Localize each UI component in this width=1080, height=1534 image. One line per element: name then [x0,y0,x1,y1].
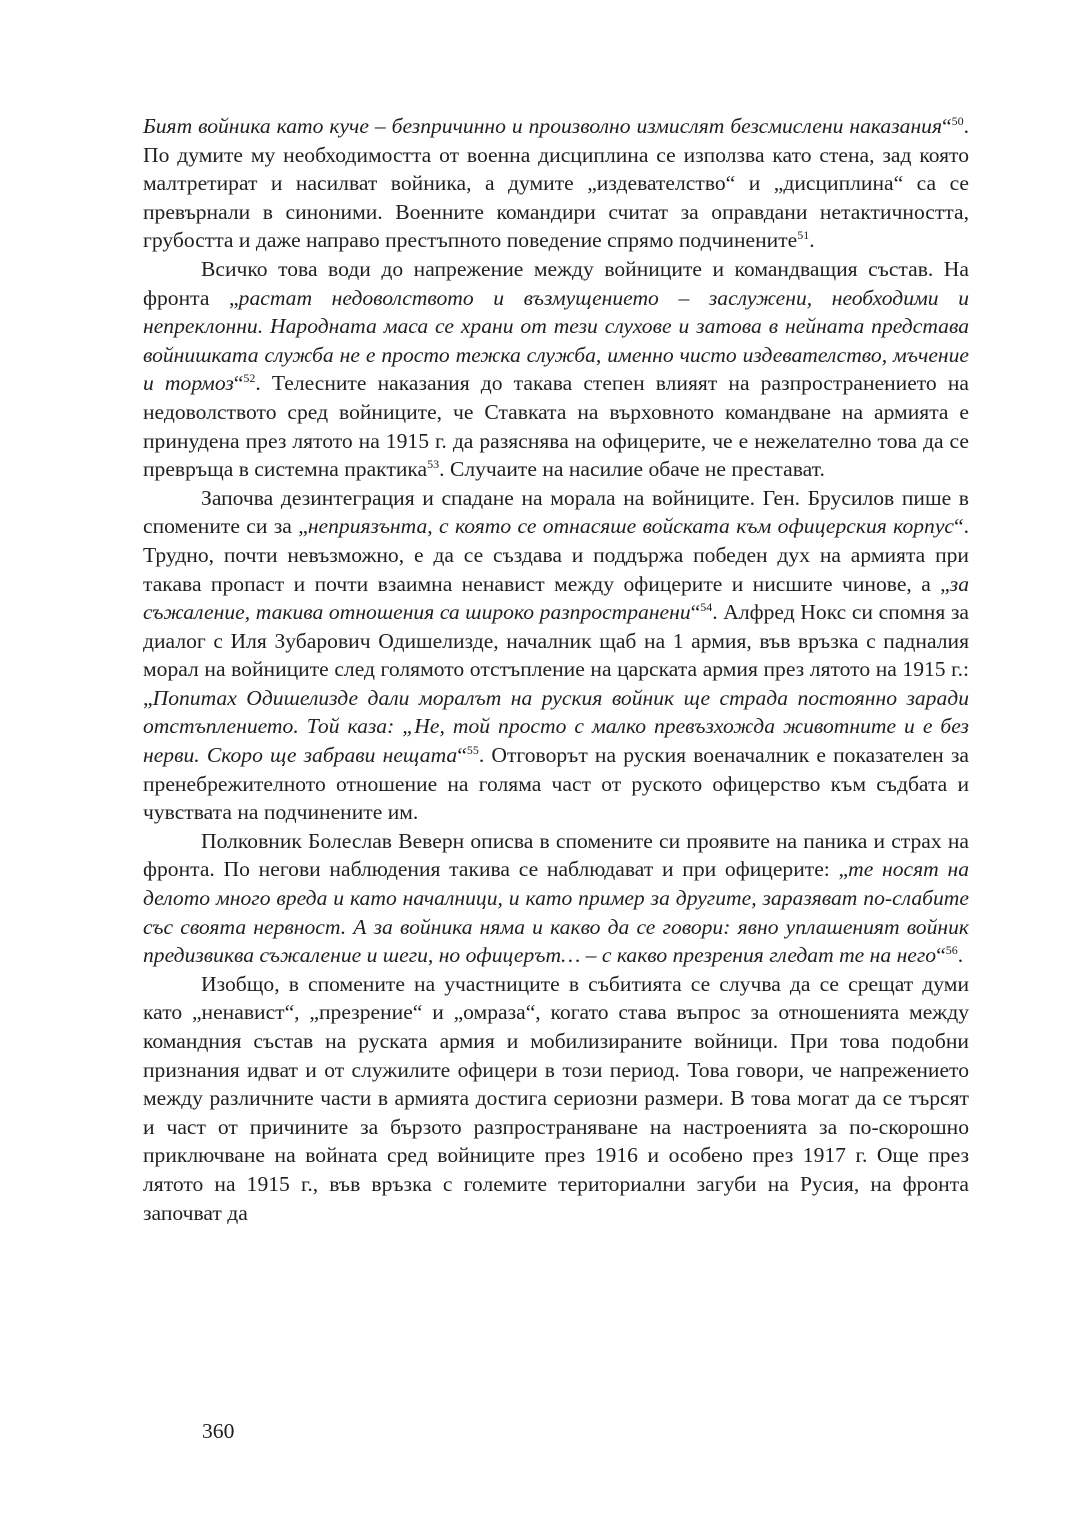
footnote-ref: 50 [951,114,964,128]
text-run: . Случаите на насилие обаче не престават. [439,457,825,482]
text-run: “ [936,943,946,968]
text-run: . Телесните наказания до такава степен влияят на разпространението на недоволството сред войниците, че Ставката на върховното командване на армията е принудена през лятото на 1915 г. да разяснява на офицерите, че е нежелателно това да се превръща в системна практика [143,371,970,482]
quote-italic: растат недоволството и възмущението – заслужени, необходими и непреклонни. Народната маса се храни от тези слухове и затова в нейната представа войнишката служба не е просто тежка служба, именно чисто издевателство, мъчение и тормоз [143,285,969,396]
page-number: 360 [202,1419,235,1443]
quote-italic: те носят на делото много вреда и като началници, и като пример за другите, заразяват по-слабите със своята нервност. А за войника няма и какво да се говори: явно уплашеният войник предизвиква съжаление и шеги, но офицерът… – с какво презрения гледат те на него [143,857,969,968]
paragraph [143,484,969,827]
paragraph [143,970,969,1227]
footnote-ref: 55 [466,743,479,758]
text-run: “ [942,114,952,138]
text-run: “ [457,743,467,768]
paragraph [143,255,969,484]
quote-italic: Попитах Одишелизде дали моралът на руския войник ще страда постоянно заради отстъплението. Той каза: „Не, той просто с малко превъзхожда животните и е без нерви. Скоро ще забрави нещата [143,685,969,768]
text-run: Полковник Болеслав Веверн описва в спомените си проявите на паника и страх на фронта. По негови наблюдения такива се наблюдават и при офицерите: „ [143,828,969,882]
text-run: Изобщо, в спомените на участниците в събитията се случва да се срещат думи като „ненавист“, „презрение“ и „омраза“, когато става въпрос за отношенията между командния състав на руската армия и мобилизираните войници. При това подобни признания идват и от служилите офицери в този период. Това говори, че напрежението между различните части в армията достига сериозни размери. В това могат да се търсят и част от причините за бързото разпространяване на настроенията за по-скорошно приключване на войната сред войниците през 1916 и особено през 1917 г. Още през лятото на 1915 г., във връзка с големите териториални загуби на Русия, на фронта започват да [143,971,969,1225]
quote-italic: Бият войника като куче – безпричинно и произволно измислят безсмислени наказания [143,114,942,138]
text-run: Всичко това води до напрежение между войниците и командващия състав. На фронта „ [143,256,969,310]
quote-italic: неприязънта, с която се отнасяше войската към офицерския корпус [307,514,955,539]
text-run: . Алфред Нокс си спомня за диалог с Иля Зубарович Одишелизде, началник щаб на 1 армия, във връзка с падналия морал на войниците след голямото отстъпление на царската армия през лятото на 1915 г.: „ [143,600,969,710]
footnote-ref: 51 [797,228,810,243]
text-run: “ [690,600,701,625]
text-run: Започва дезинтеграция и спадане на морала на войниците. Ген. Брусилов пише в спомените си за „ [143,485,969,539]
footnote-ref: 53 [427,457,440,472]
text-run: “. Трудно, почти невъзможно, е да се създава и поддържа победен дух на армията при такава пропаст и почти взаимна ненавист между офицерите и нисшите чинове, а „ [143,514,969,596]
text-run: . [957,943,964,968]
text-run: . [809,228,815,253]
footnote-ref: 56 [945,943,958,958]
quote-italic: за съжаление, такива отношения са широко разпространени [143,571,969,625]
text-run: “ [233,371,244,396]
text-run: . По думите му необходимостта от военна дисциплина се използва като стена, зад която малтретират и насилват войника, а думите „издевателство“ и „дисциплина“ са се превърнали в синоними. Военните командири считат за оправдани нетактичността, грубостта и даже направо престъпното поведение спрямо подчинените [143,114,969,253]
body-text [143,112,969,1227]
footnote-ref: 54 [700,600,713,615]
paragraph [143,827,969,970]
paragraph [143,112,969,255]
text-run: . Отговорът на руския военачалник е показателен за пренебрежителното отношение на голяма част от руското офицерство към съдбата и чувствата на подчинените им. [143,743,969,825]
footnote-ref: 52 [243,371,256,386]
